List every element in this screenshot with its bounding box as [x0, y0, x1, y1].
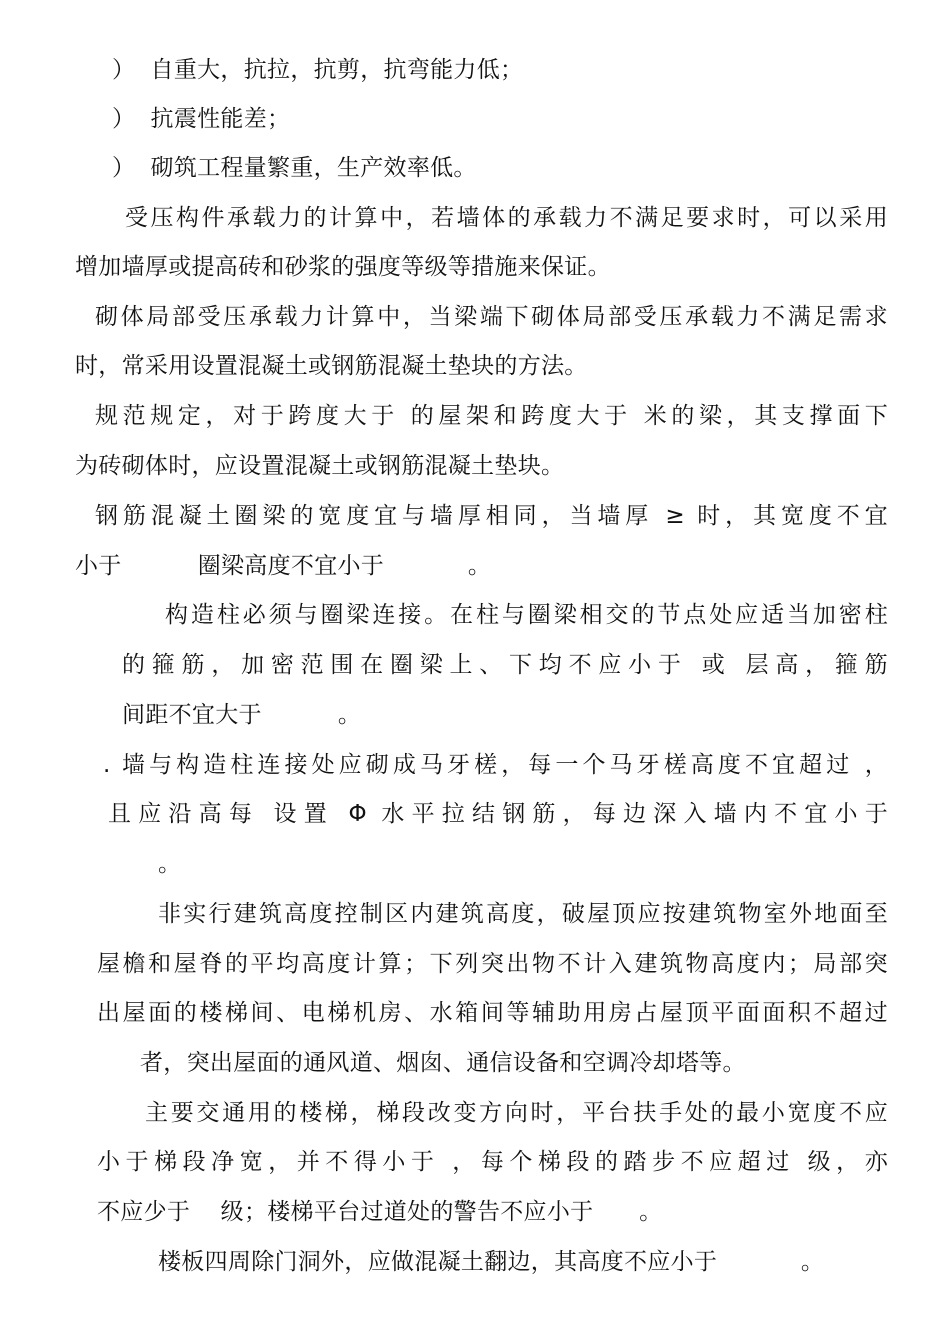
text-line: 。 [158, 851, 182, 877]
text-line: 非实行建筑高度控制区内建筑高度，破屋顶应按建筑物室外地面至 [158, 901, 888, 927]
text-line: 砌体局部受压承载力计算中，当梁端下砌体局部受压承载力不满足需求 [95, 304, 888, 330]
text-line: 不应少于 级；楼梯平台过道处的警告不应小于 。 [97, 1199, 663, 1225]
text-line: 主要交通用的楼梯，梯段改变方向时，平台扶手处的最小宽度不应 [145, 1100, 888, 1126]
text-line: 规范规定，对于跨度大于 的屋架和跨度大于 米的梁，其支撑面下 [95, 403, 888, 429]
text-line: 屋檐和屋脊的平均高度计算；下列突出物不计入建筑物高度内；局部突 [97, 951, 888, 977]
text-line: ） 抗震性能差； [112, 106, 291, 132]
text-line: 的箍筋，加密范围在圈梁上、下均不应小于 或 层高，箍筋 [122, 652, 888, 678]
text-line: . 墙与构造柱连接处应砌成马牙槎，每一个马牙槎高度不宜超过 ， [103, 752, 888, 778]
text-line: 出屋面的楼梯间、电梯机房、水箱间等辅助用房占屋顶平面面积不超过 [97, 1000, 888, 1026]
text-line: 且应沿高每 设置 Φ 水平拉结钢筋，每边深入墙内不宜小于 [108, 801, 888, 827]
text-line: ） 自重大，抗拉，抗剪，抗弯能力低； [112, 57, 524, 83]
text-line: 间距不宜大于 。 [122, 702, 362, 728]
text-line: 楼板四周除门洞外，应做混凝土翻边，其高度不应小于 。 [158, 1249, 825, 1275]
text-line: 增加墙厚或提高砖和砂浆的强度等级等措施来保证。 [75, 254, 611, 280]
text-line: 小于梯段净宽，并不得小于 ，每个梯段的踏步不应超过 级，亦 [97, 1149, 888, 1175]
text-line: 钢筋混凝土圈梁的宽度宜与墙厚相同，当墙厚 ≥ 时，其宽度不宜 [95, 503, 888, 529]
text-line: 者，突出屋面的通风道、烟囱、通信设备和空调冷却塔等。 [140, 1050, 746, 1076]
text-line: 受压构件承载力的计算中，若墙体的承载力不满足要求时，可以采用 [125, 205, 888, 231]
text-line: 为砖砌体时，应设置混凝土或钢筋混凝土垫块。 [75, 453, 565, 479]
text-line: 时，常采用设置混凝土或钢筋混凝土垫块的方法。 [75, 353, 588, 379]
text-line: 构造柱必须与圈梁连接。在柱与圈梁相交的节点处应适当加密柱 [165, 602, 888, 628]
text-line: 小于 圈梁高度不宜小于 。 [75, 553, 492, 579]
text-line: ） 砌筑工程量繁重，生产效率低。 [112, 155, 477, 181]
